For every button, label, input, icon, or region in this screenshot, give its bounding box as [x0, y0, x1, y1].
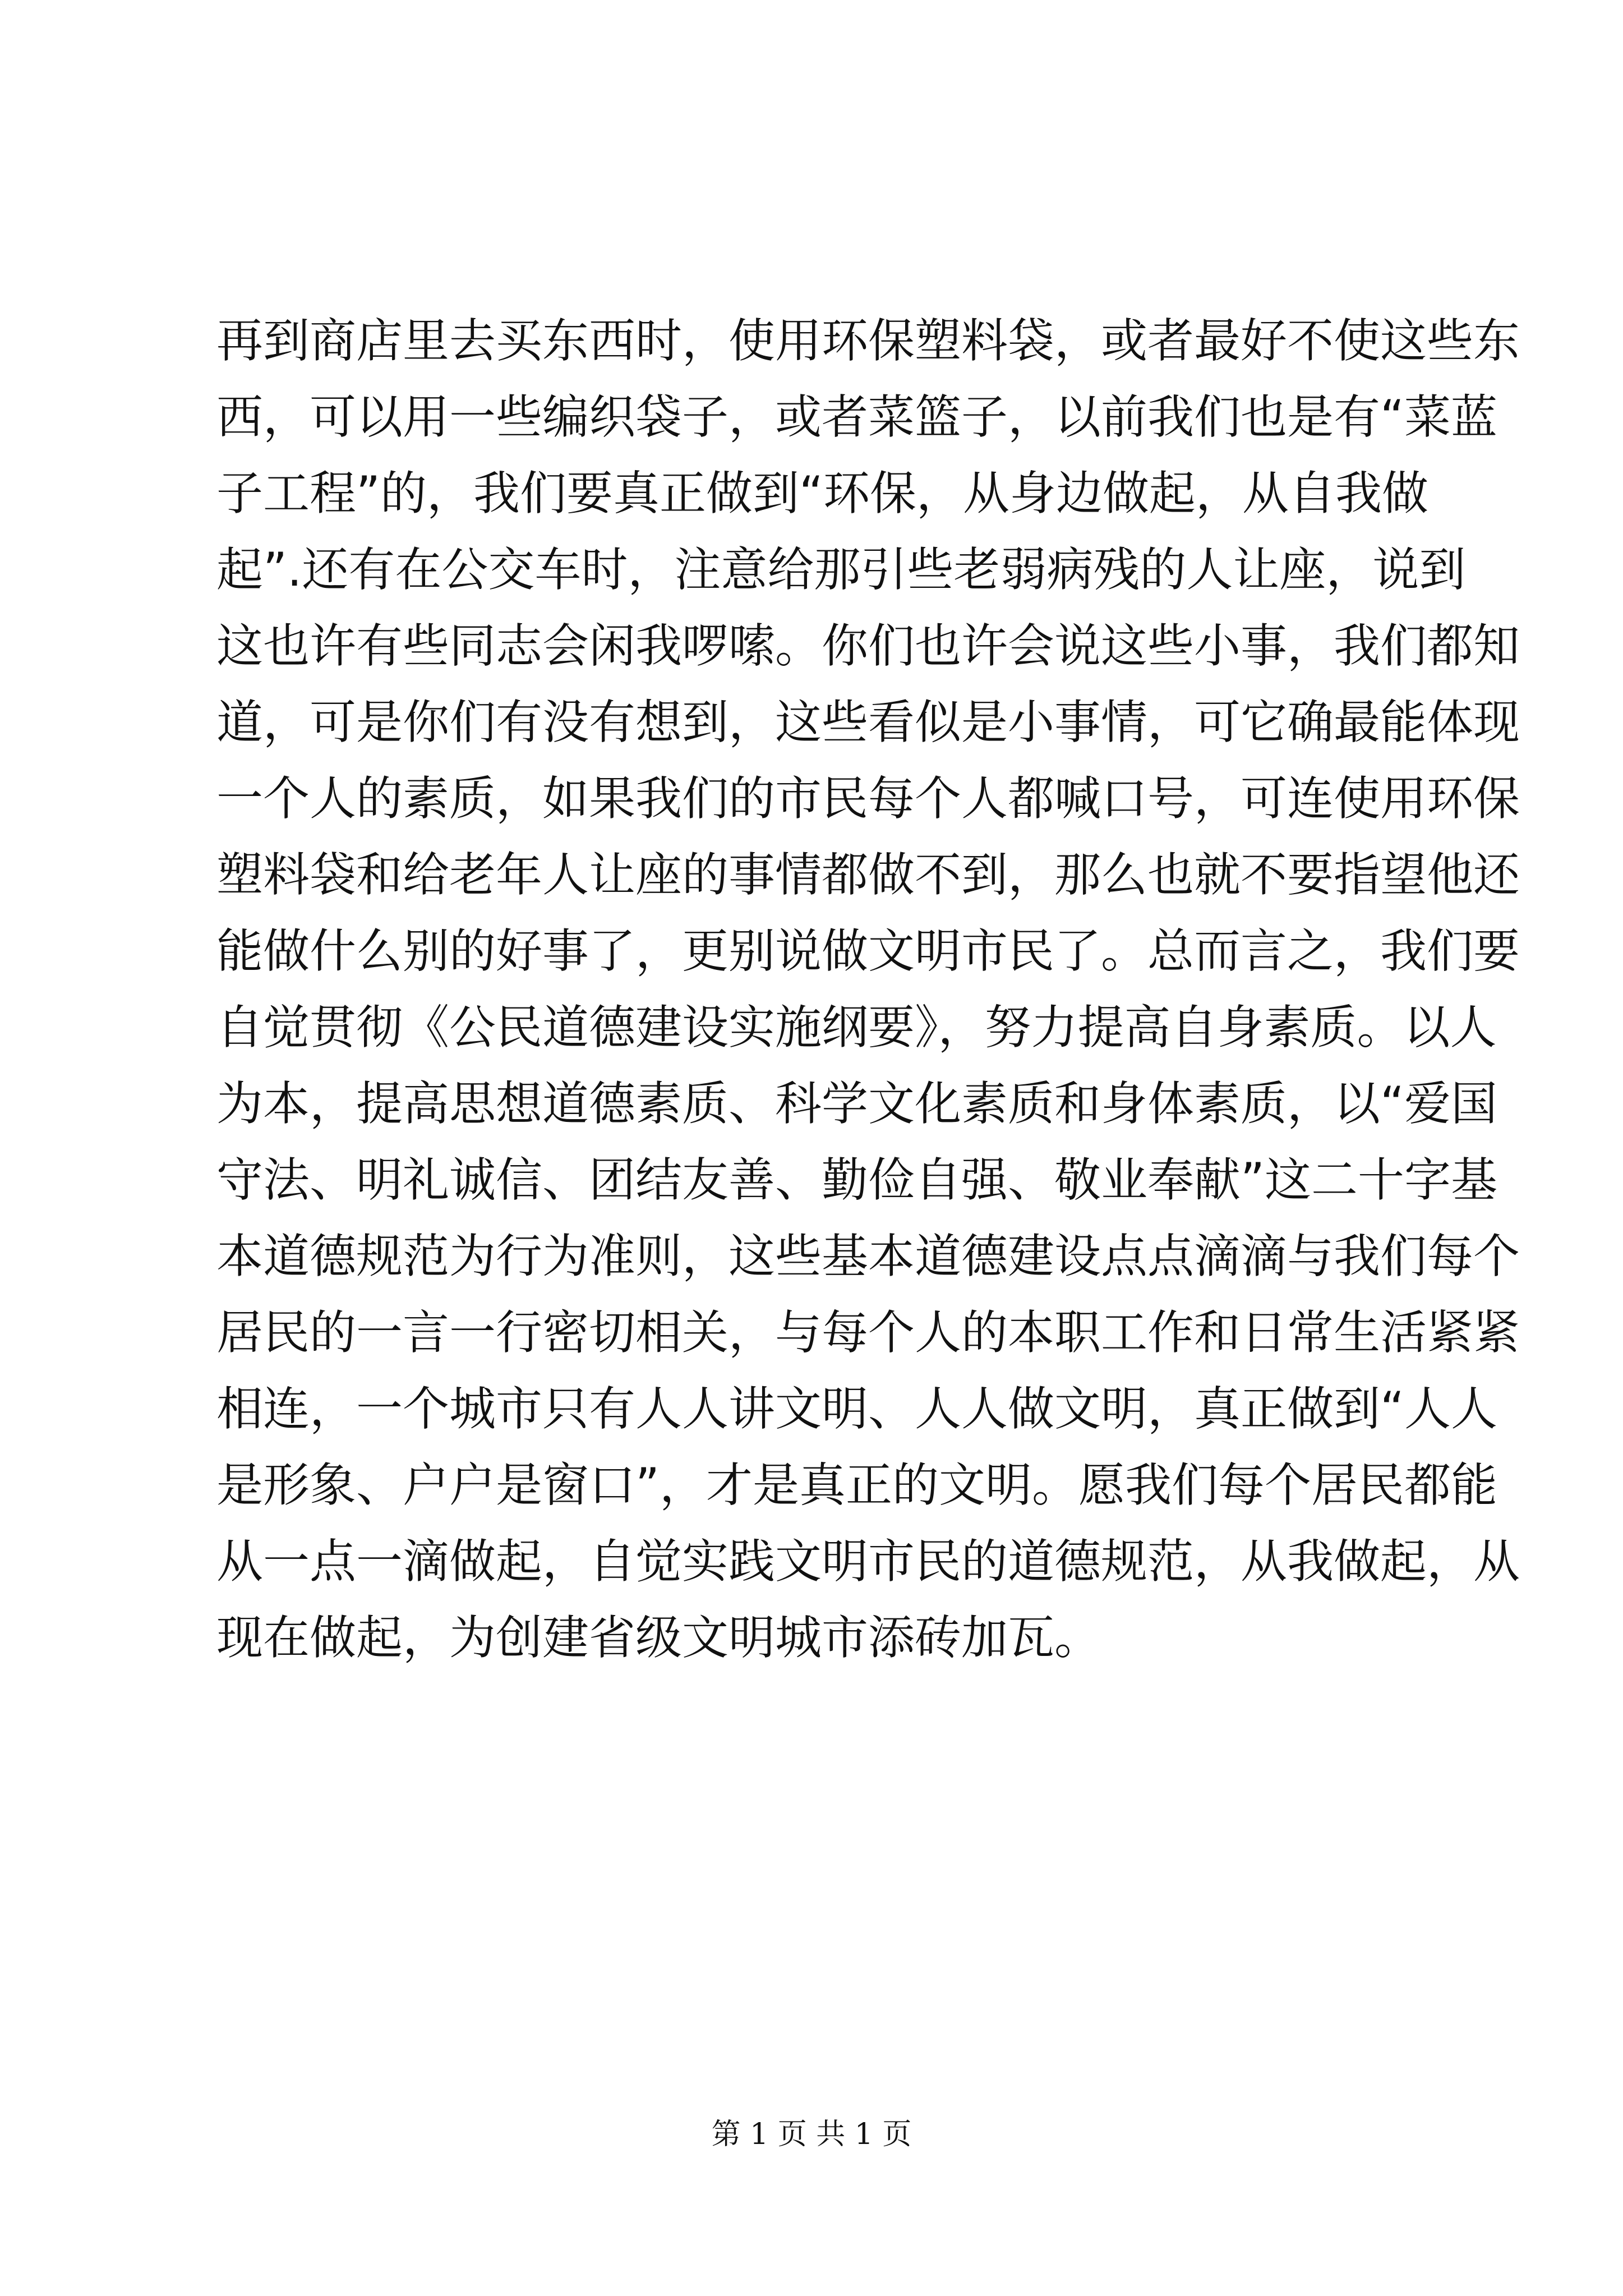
paragraph-line-2: 西，可以用一些编织袋子，或者菜篮子，以前我们也是有“菜蓝	[216, 390, 1497, 444]
paragraph-line-8: 塑料袋和给老年人让座的事情都做不到，那么也就不要指望他还	[216, 848, 1520, 902]
paragraph-line-9: 能做什么别的好事了，更别说做文明市民了。总而言之，我们要	[216, 924, 1520, 978]
paragraph-line-11: 为本，提高思想道德素质、科学文化素质和身体素质，以“爱国	[216, 1076, 1497, 1131]
body-paragraph	[216, 303, 1520, 1676]
paragraph-line-1: 再到商店里去买东西时，使用环保塑料袋，或者最好不使这些东	[216, 314, 1520, 368]
paragraph-line-4: 起”.还有在公交车时，注意给那引些老弱病残的人让座，说到	[216, 542, 1466, 597]
page-number-footer: 第 1 页 共 1 页	[711, 2118, 912, 2151]
paragraph-line-18: 现在做起，为创建省级文明城市添砖加瓦。	[216, 1611, 1101, 1665]
paragraph-line-12: 守法、明礼诚信、团结友善、勤俭自强、敬业奉献”这二十字基	[216, 1153, 1497, 1207]
paragraph-line-17: 从一点一滴做起，自觉实践文明市民的道德规范，从我做起，从	[216, 1534, 1520, 1589]
paragraph-line-6: 道，可是你们有没有想到，这些看似是小事情，可它确最能体现	[216, 695, 1520, 749]
paragraph-line-5: 这也许有些同志会闲我啰嗦。你们也许会说这些小事，我们都知	[216, 619, 1520, 673]
paragraph-line-7: 一个人的素质，如果我们的市民每个人都喊口号，可连使用环保	[216, 771, 1520, 826]
paragraph-line-14: 居民的一言一行密切相关，与每个人的本职工作和日常生活紧紧	[216, 1305, 1520, 1360]
paragraph-line-15: 相连，一个城市只有人人讲文明、人人做文明，真正做到“人人	[216, 1382, 1497, 1436]
paragraph-line-13: 本道德规范为行为准则，这些基本道德建设点点滴滴与我们每个	[216, 1229, 1520, 1283]
paragraph-line-10: 自觉贯彻《公民道德建设实施纲要》，努力提高自身素质。以人	[216, 1000, 1497, 1055]
paragraph-line-16: 是形象、户户是窗口”，才是真正的文明。愿我们每个居民都能	[216, 1458, 1497, 1512]
paragraph-line-3: 子工程”的，我们要真正做到“环保，从身边做起，从自我做	[216, 466, 1428, 521]
